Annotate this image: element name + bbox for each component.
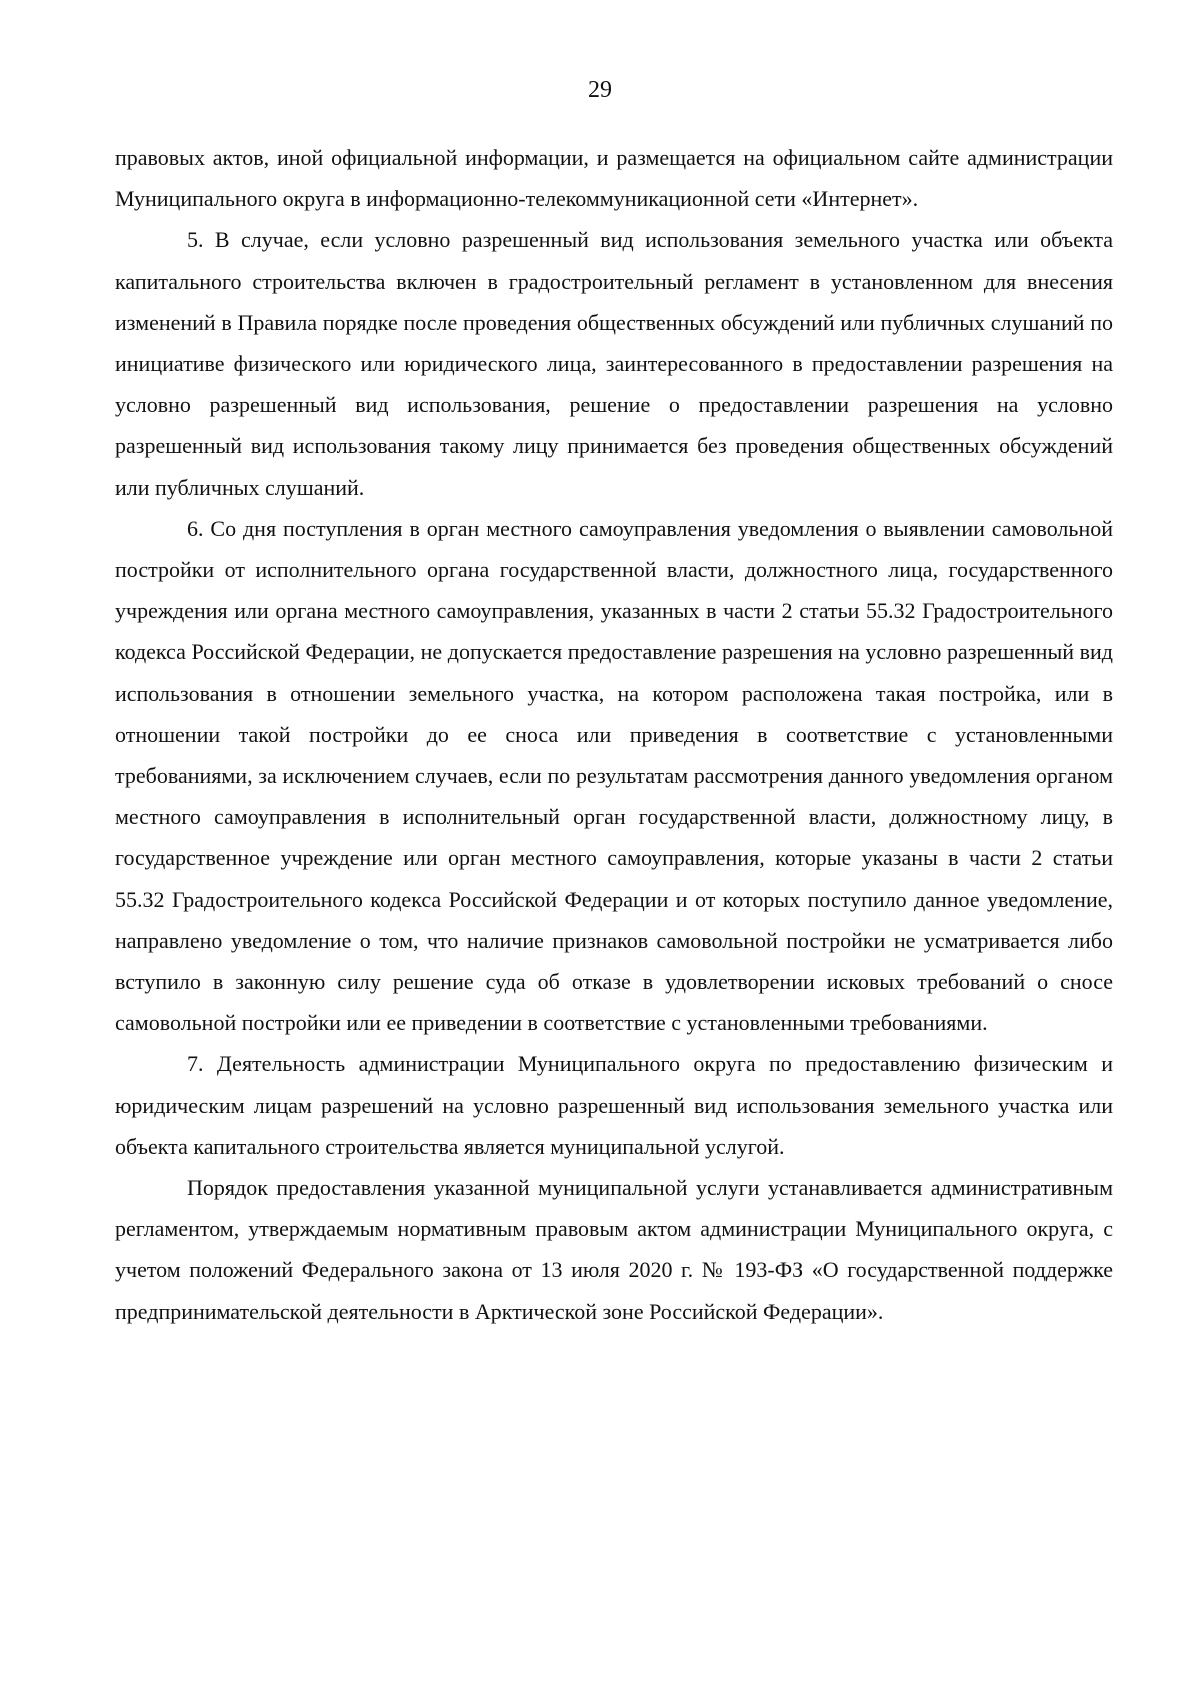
page-number: 29 (588, 77, 612, 103)
paragraph-item-7: 7. Деятельность администрации Муниципального округа по предоставлению физическим и юридическим лицам разрешений на условно разрешенный вид использования земельного участка или объекта капитального строительства является муниципальной услугой. (115, 1051, 1113, 1159)
paragraph-item-5: 5. В случае, если условно разрешенный вид использования земельного участка или объекта капитального строительства включен в градостроительный регламент в установленном для внесения изменений в Правила порядке после проведения общественных обсуждений или публичных слушаний по инициативе физического или юридического лица, заинтересованного в предоставлении разрешения на условно разрешенный вид использования, решение о предоставлении разрешения на условно разрешенный вид использования такому лицу принимается без проведения общественных обсуждений или публичных слушаний. (115, 227, 1113, 500)
paragraph-item-6: 6. Со дня поступления в орган местного самоуправления уведомления о выявлении самовольной постройки от исполнительного органа государственной власти, должностного лица, государственного учреждения или органа местного самоуправления, указанных в части 2 статьи 55.32 Градостроительного кодекса Российской Федерации, не допускается предоставление разрешения на условно разрешенный вид использования в отношении земельного участка, на котором расположена такая постройка, или в отношении такой постройки до ее сноса или приведения в соответствие с установленными требованиями, за исключением случаев, если по результатам рассмотрения данного уведомления органом местного самоуправления в исполнительный орган государственной власти, должностному лицу, в государственное учреждение или орган местного самоуправления, которые указаны в части 2 статьи 55.32 Градостроительного кодекса Российской Федерации и от которых поступило данное уведомление, направлено уведомление о том, что наличие признаков самовольной постройки не усматривается либо вступило в законную силу решение суда об отказе в удовлетворении исковых требований о сносе самовольной постройки или ее приведении в соответствие с установленными требованиями. (115, 515, 1113, 1036)
paragraph-continuation: правовых актов, иной официальной информации, и размещается на официальном сайте администрации Муниципального округа в информационно-телекоммуникационной сети «Интернет». (115, 145, 1113, 212)
document-body (115, 137, 1113, 1332)
paragraph-procedure: Порядок предоставления указанной муниципальной услуги устанавливается административным регламентом, утверждаемым нормативным правовым актом администрации Муниципального округа, с учетом положений Федерального закона от 13 июля 2020 г. № 193-ФЗ «О государственной поддержке предпринимательской деятельности в Арктической зоне Российской Федерации». (115, 1175, 1113, 1324)
